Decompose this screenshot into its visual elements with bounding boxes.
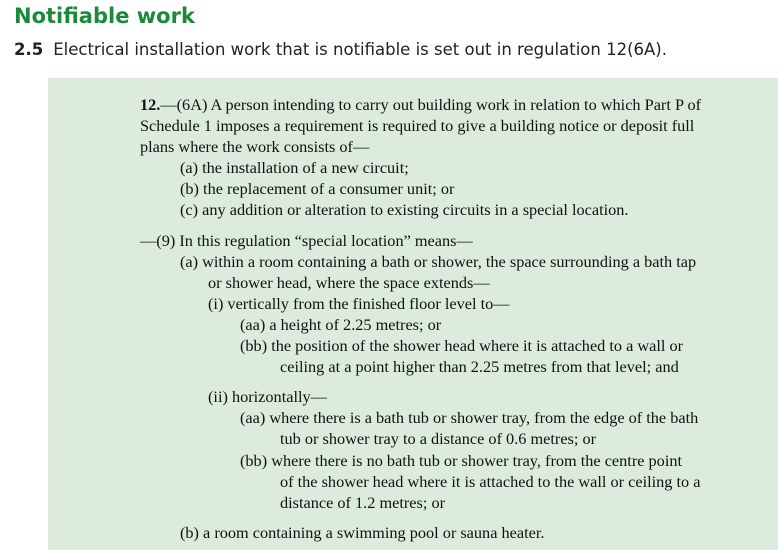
- reg-9-b-line: (b) a room containing a swimming pool or sauna heater.: [180, 523, 545, 542]
- page-heading: Notifiable work: [14, 4, 195, 28]
- paragraph-number: 2.5: [14, 40, 44, 59]
- reg-6a-line-2: Schedule 1 imposes a requirement is required to give a building notice or deposit full: [140, 116, 695, 135]
- reg-9-a-i-aa: (aa) a height of 2.25 metres; or: [240, 315, 442, 334]
- reg-9-a-ii-bb-line-2: of the shower head where it is attached to the wall or ceiling to a: [280, 472, 701, 491]
- reg-6a-line-1: 12.—(6A) A person intending to carry out building work in relation to which Part P of: [140, 95, 702, 114]
- reg-9-a-ii-bb-line-1: (bb) where there is no bath tub or shower tray, from the centre point: [240, 451, 683, 470]
- reg-9-a-ii-line: (ii) horizontally—: [208, 387, 327, 406]
- reg-9-a-ii-bb-line-3: distance of 1.2 metres; or: [280, 493, 446, 512]
- reg-6a-item-c: (c) any addition or alteration to existing circuits in a special location.: [180, 200, 629, 219]
- reg-6a-line-3: plans where the work consists of—: [140, 137, 370, 156]
- reg-9-line: —(9) In this regulation “special location” means—: [140, 231, 473, 250]
- reg-9-a-ii-aa-line-2: tub or shower tray to a distance of 0.6 metres; or: [280, 429, 597, 448]
- reg-9-a-line-1: (a) within a room containing a bath or shower, the space surrounding a bath tap: [180, 252, 697, 271]
- reg-9-a-ii-aa-line-1: (aa) where there is a bath tub or shower tray, from the edge of the bath: [240, 408, 699, 427]
- reg-9-a-i-bb-line-1: (bb) the position of the shower head where it is attached to a wall or: [240, 336, 684, 355]
- reg-6a-item-b: (b) the replacement of a consumer unit; or: [180, 179, 455, 198]
- intro-paragraph: [14, 40, 667, 59]
- reg-9-a-i-line: (i) vertically from the finished floor level to—: [208, 294, 510, 313]
- reg-9-a-line-2: or shower head, where the space extends—: [208, 273, 490, 292]
- reg-number: 12.: [140, 95, 161, 114]
- regulation-quote-box: [48, 78, 778, 550]
- intro-text: Electrical installation work that is notifiable is set out in regulation 12(6A).: [53, 40, 667, 59]
- reg-9-a-i-bb-line-2: ceiling at a point higher than 2.25 metres from that level; and: [280, 357, 679, 376]
- reg-6a-item-a: (a) the installation of a new circuit;: [180, 158, 409, 177]
